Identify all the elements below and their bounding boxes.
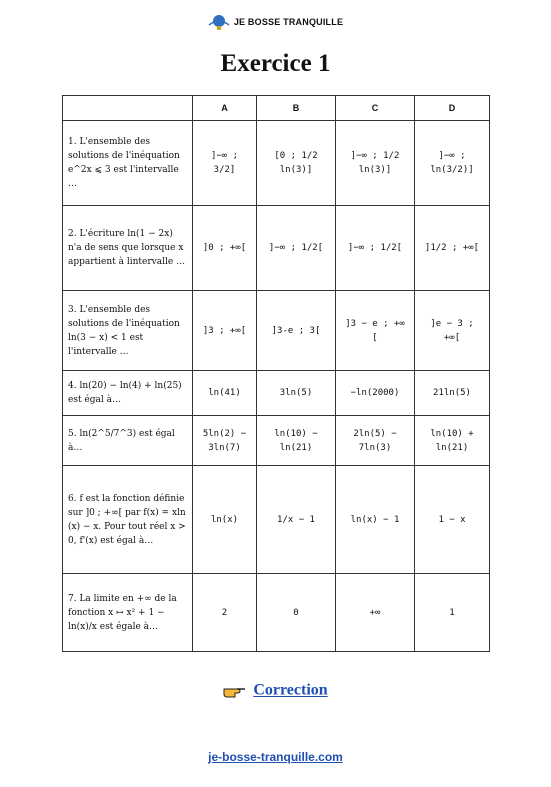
brand-name: JE BOSSE TRANQUILLE bbox=[233, 17, 344, 27]
pointing-hand-icon bbox=[223, 683, 247, 699]
header-row bbox=[63, 96, 490, 121]
header-cell bbox=[63, 96, 193, 121]
answer-cell: ]−∞ ; ln(3/2)] bbox=[415, 121, 490, 206]
table-row bbox=[63, 416, 490, 466]
answer-cell: 21ln(5) bbox=[415, 371, 490, 416]
answer-cell: ]e − 3 ; +∞[ bbox=[415, 291, 490, 371]
answer-cell: 1 − x bbox=[415, 466, 490, 574]
question-cell: 3. L'ensemble des solutions de l'inéquation ln(3 − x) < 1 est l'intervalle … bbox=[63, 291, 193, 371]
answer-cell: 2ln(5) − 7ln(3) bbox=[336, 416, 415, 466]
answer-cell: ]3 ; +∞[ bbox=[193, 291, 257, 371]
answer-cell: 0 bbox=[257, 574, 336, 652]
answer-cell: ln(x) − 1 bbox=[336, 466, 415, 574]
answer-cell: 3ln(5) bbox=[257, 371, 336, 416]
answer-cell: 5ln(2) − 3ln(7) bbox=[193, 416, 257, 466]
question-cell: 2. L'écriture ln(1 − 2x) n'a de sens que lorsque x appartient à lintervalle … bbox=[63, 206, 193, 291]
page-title: Exercice 1 bbox=[220, 50, 331, 77]
answer-cell: ln(41) bbox=[193, 371, 257, 416]
question-cell: 5. ln(2^5/7^3) est égal à… bbox=[63, 416, 193, 466]
answer-cell: 1 bbox=[415, 574, 490, 652]
answer-cell: −ln(2000) bbox=[336, 371, 415, 416]
table-row bbox=[63, 291, 490, 371]
answer-cell: ]1/2 ; +∞[ bbox=[415, 206, 490, 291]
table-row bbox=[63, 121, 490, 206]
correction-link-wrap[interactable] bbox=[0, 680, 551, 700]
answer-cell: ]−∞ ; 1/2[ bbox=[257, 206, 336, 291]
table-row bbox=[63, 206, 490, 291]
header-cell: B bbox=[257, 96, 336, 121]
header-cell: D bbox=[415, 96, 490, 121]
answer-cell: [0 ; 1/2 ln(3)] bbox=[257, 121, 336, 206]
table-row bbox=[63, 574, 490, 652]
answer-cell: ]−∞ ; 1/2 ln(3)] bbox=[336, 121, 415, 206]
answer-cell: 1/x − 1 bbox=[257, 466, 336, 574]
table-row bbox=[63, 466, 490, 574]
header-cell: A bbox=[193, 96, 257, 121]
question-cell: 4. ln(20) − ln(4) + ln(25) est égal à… bbox=[63, 371, 193, 416]
answer-cell: 2 bbox=[193, 574, 257, 652]
answer-cell: +∞ bbox=[336, 574, 415, 652]
answer-cell: ]3 − e ; +∞ [ bbox=[336, 291, 415, 371]
correction-link[interactable]: Correction bbox=[253, 681, 328, 699]
brand-logo-icon bbox=[208, 13, 230, 31]
question-cell: 6. f est la fonction définie sur ]0 ; +∞[ par f(x) = xln (x) − x. Pour tout réel x > 0, f'(x) est égal à… bbox=[63, 466, 193, 574]
mcq-table bbox=[62, 95, 490, 652]
answer-cell: ]−∞ ; 3/2] bbox=[193, 121, 257, 206]
brand-header bbox=[0, 13, 551, 31]
answer-cell: ]−∞ ; 1/2[ bbox=[336, 206, 415, 291]
answer-cell: ln(10) + ln(21) bbox=[415, 416, 490, 466]
question-cell: 7. La limite en +∞ de la fonction x ↦ x² + 1 − ln(x)/x est égale à… bbox=[63, 574, 193, 652]
answer-cell: ln(10) − ln(21) bbox=[257, 416, 336, 466]
answer-cell: ]0 ; +∞[ bbox=[193, 206, 257, 291]
header-cell: C bbox=[336, 96, 415, 121]
answer-cell: ln(x) bbox=[193, 466, 257, 574]
question-cell: 1. L'ensemble des solutions de l'inéquation e^2x ⩽ 3 est l'intervalle … bbox=[63, 121, 193, 206]
answer-cell: ]3-e ; 3[ bbox=[257, 291, 336, 371]
table-row bbox=[63, 371, 490, 416]
website-link[interactable]: je-bosse-tranquille.com bbox=[208, 750, 343, 764]
